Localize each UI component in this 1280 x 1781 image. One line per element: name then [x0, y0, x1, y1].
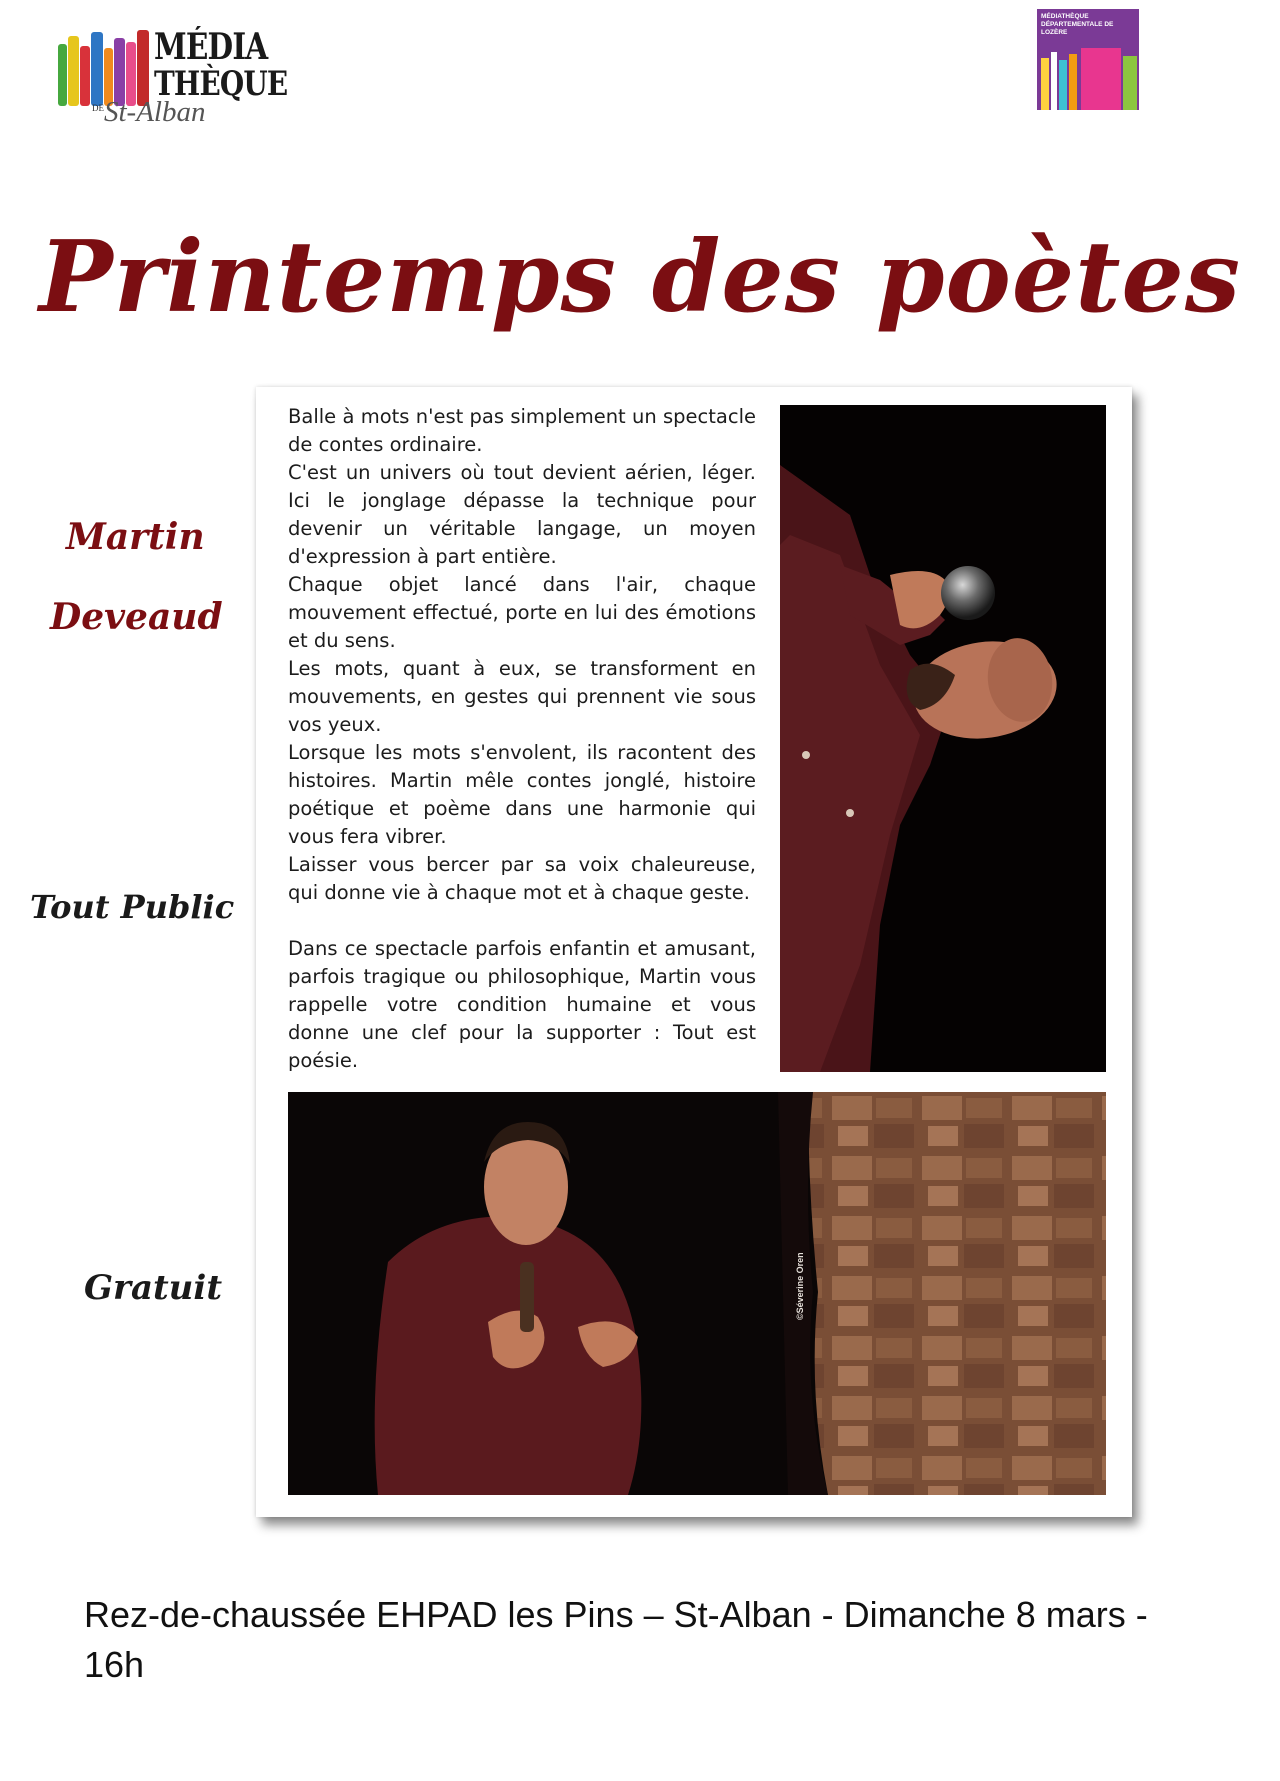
juggler-photo-top [780, 405, 1106, 1072]
poster-paragraph: Balle à mots n'est pas simplement un spectacle de contes ordinaire. [288, 405, 756, 456]
artist-last-name: Deveaud [50, 596, 223, 638]
event-poster [256, 387, 1132, 1517]
photo-credit: ©Séverine Oren [795, 1252, 805, 1320]
books-icon [58, 28, 150, 106]
juggler-illustration [780, 405, 1106, 1072]
mediatheque-lozere-logo [1037, 9, 1139, 110]
lozere-logo-line2: DÉPARTEMENTALE DE [1041, 21, 1114, 28]
poster-paragraph: C'est un univers où tout devient aérien, léger. Ici le jonglage dépasse la technique pour devenir un véritable langage, un moyen d'expression à part entière. [288, 461, 756, 568]
logo-word-theque: THÈQUE [154, 64, 288, 104]
logo-stripe [1051, 52, 1057, 110]
logo-word-media: MÉDIA [154, 26, 268, 68]
poster-paragraph: Lorsque les mots s'envolent, ils racontent des histoires. Martin mêle contes jonglé, histoire poétique et poème dans une harmonie qui vous fera vibrer. [288, 741, 756, 848]
poster-paragraph: Les mots, quant à eux, se transforment en mouvements, en gestes qui prennent vie sous vos yeux. [288, 657, 756, 736]
lozere-logo-line1: MÉDIATHÈQUE [1041, 13, 1089, 20]
logo-stripe [1069, 54, 1077, 110]
audience-label: Tout Public [30, 888, 235, 926]
poster-paragraph: Dans ce spectacle parfois enfantin et amusant, parfois tragique ou philosophique, Martin vous rappelle votre condition humaine et vous donne une clef pour la supporter : Tout est poésie. [288, 937, 756, 1072]
logo-de: DE [92, 103, 104, 113]
artist-first-name: Martin [66, 516, 205, 558]
logo-stripe [1081, 48, 1121, 110]
logo-stripe [1041, 58, 1049, 110]
page-title: Printemps des poètes [38, 220, 1242, 335]
lozere-logo-line3: LOZÈRE [1041, 29, 1068, 36]
logo-stripe [1123, 56, 1137, 110]
price-label: Gratuit [84, 1268, 223, 1308]
logo-stripe [1059, 60, 1067, 110]
logo-town: St-Alban [104, 96, 206, 128]
mediatheque-st-alban-logo [58, 22, 288, 134]
performer-photo-bottom [288, 1092, 1106, 1495]
poster-description [288, 403, 756, 1075]
poster-paragraph: Chaque objet lancé dans l'air, chaque mouvement effectué, porte en lui des émotions et du sens. [288, 573, 756, 652]
performer-illustration [288, 1092, 1106, 1495]
lozere-logo-text [1041, 13, 1137, 37]
poster-paragraph: Laisser vous bercer par sa voix chaleureuse, qui donne vie à chaque mot et à chaque geste. [288, 853, 756, 904]
event-location-date: Rez-de-chaussée EHPAD les Pins – St-Alban - Dimanche 8 mars - 16h [84, 1594, 1148, 1685]
